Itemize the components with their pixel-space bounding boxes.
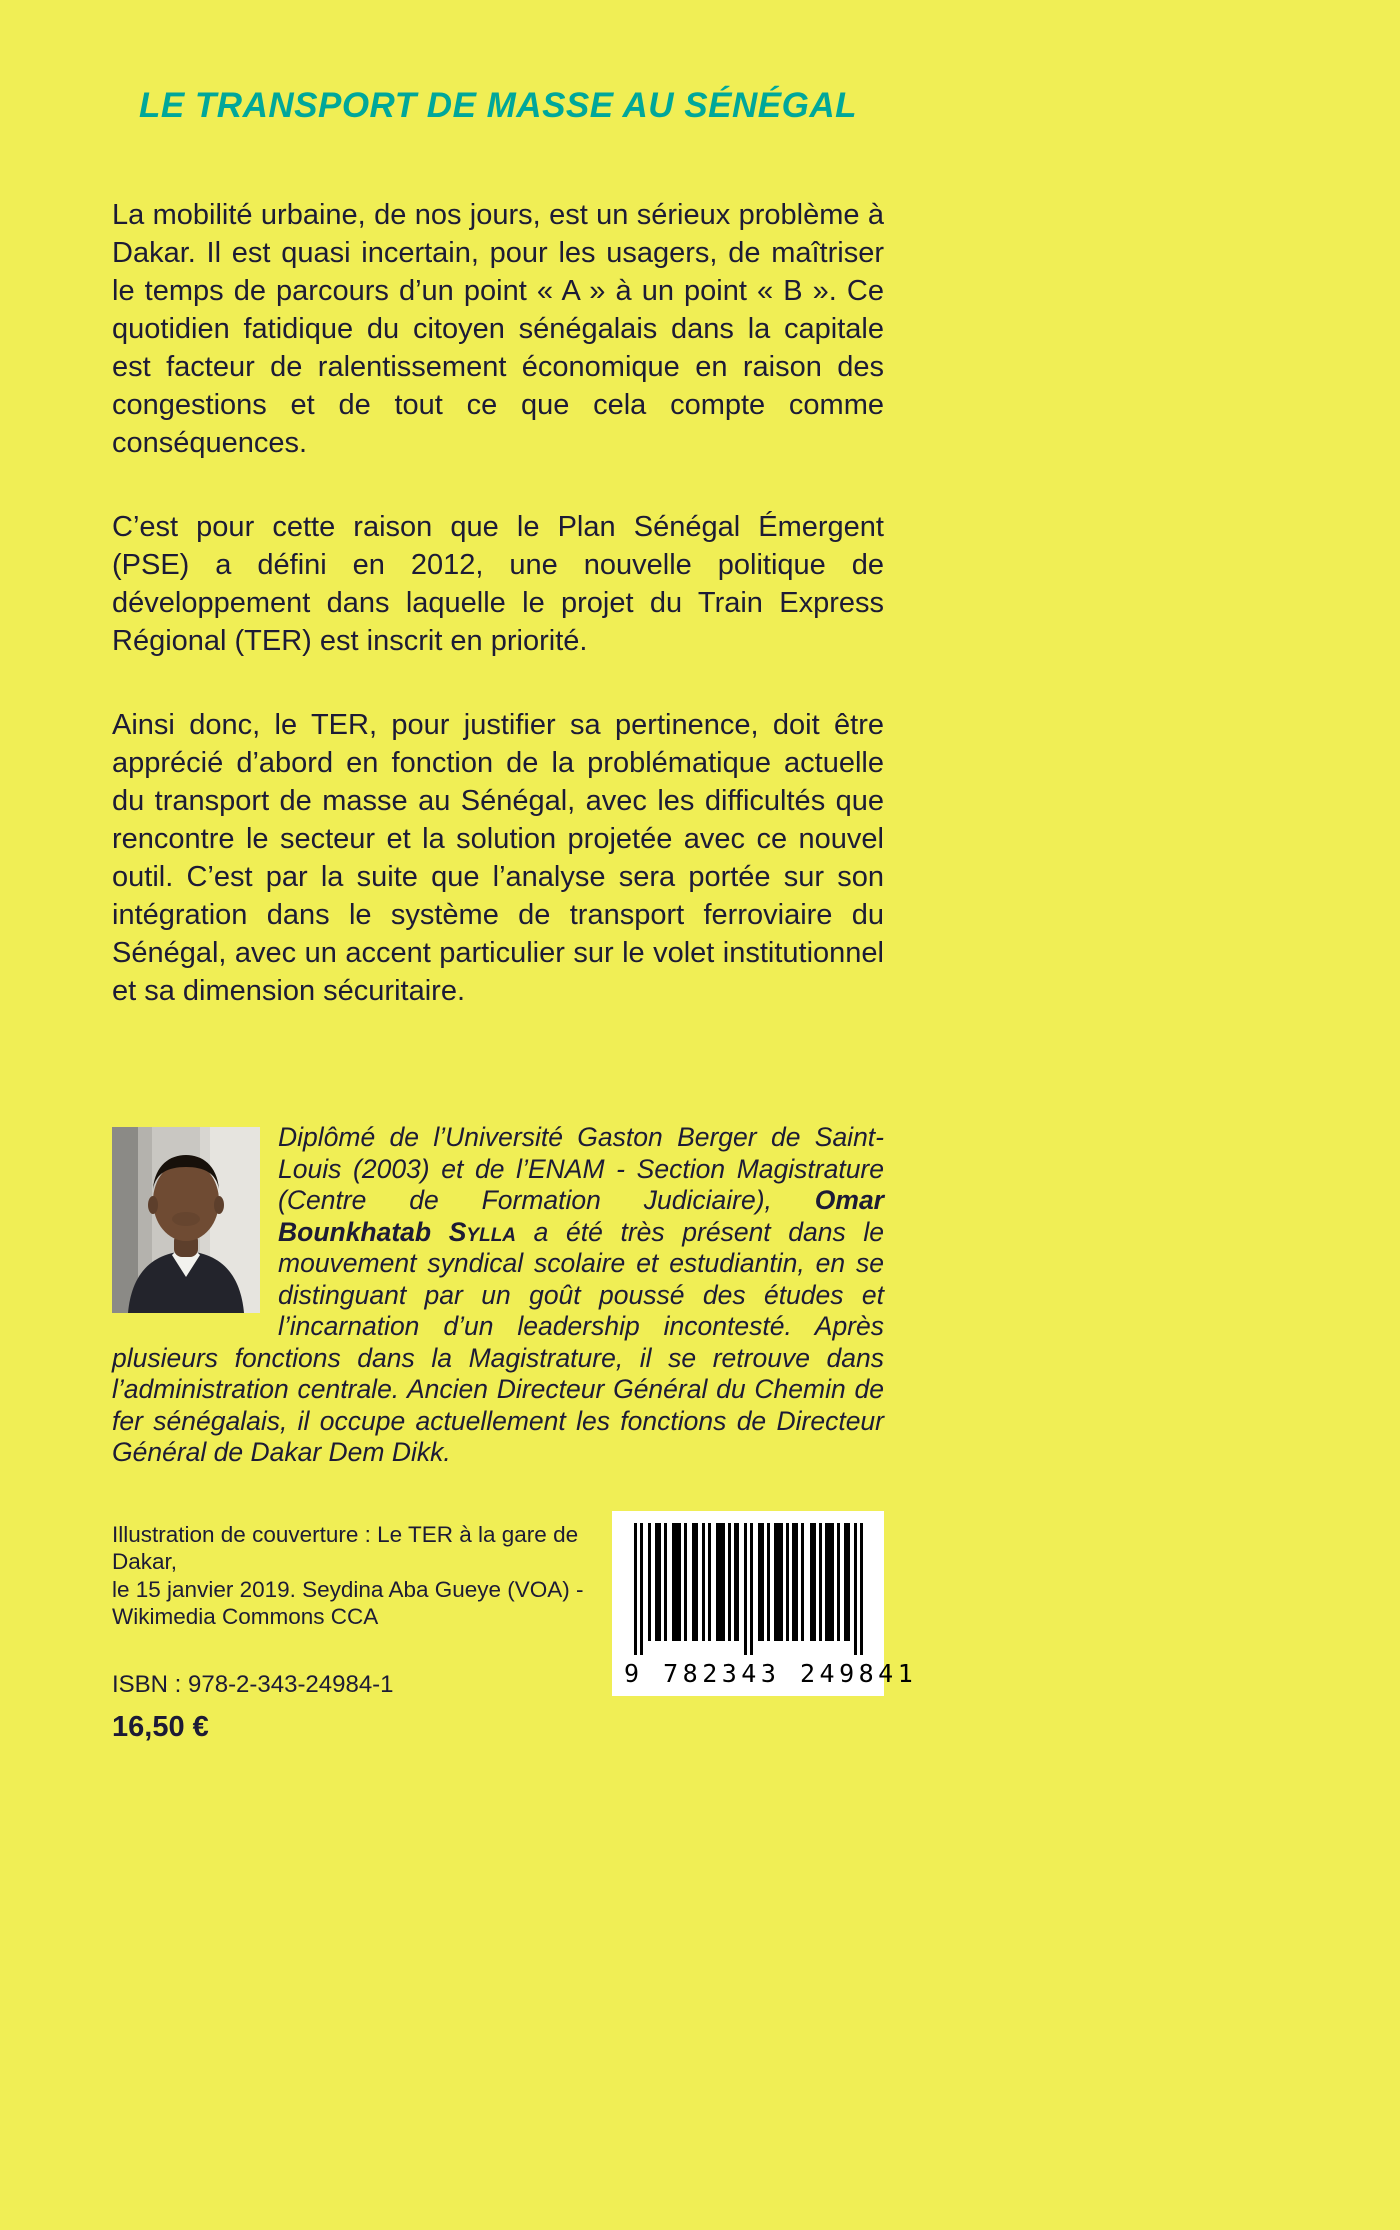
credit-line-3: Wikimedia Commons CCA — [112, 1604, 379, 1629]
credit-line-1: Illustration de couverture : Le TER à la gare de Dakar, — [112, 1521, 579, 1574]
author-bio-text-2: a été très présent dans le mouvement syndical scolaire et estudiantin, en se distinguant par un goût poussé des études et l’incarnation d’un leadership incontesté. Après plusieurs fonctions dans la Magistrature, il se retrouve dans l’administration centrale. Ancien Directeur Général du Chemin de fer sénégalais, il occupe actuellement les fonctions de Directeur Général de Dakar Dem Dikk. — [112, 1216, 885, 1467]
credit-line-2: le 15 janvier 2019. Seydina Aba Gueye (VOA) - — [112, 1576, 584, 1602]
barcode-number: 9 782343 249841 — [624, 1658, 918, 1688]
cover-footer — [112, 1521, 918, 1781]
synopsis-paragraph-1: La mobilité urbaine, de nos jours, est un sérieux problème à Dakar. Il est quasi incertain, pour les usagers, de maîtriser le temps de parcours d’un point « A » à un point « B ». Ce quotidien fatidique du citoyen sénégalais dans la capitale est facteur de ralentissement économique en raison des congestions et de tout ce que cela compte comme conséquences. — [112, 199, 884, 459]
book-title: LE TRANSPORT DE MASSE AU SÉNÉGAL — [138, 86, 858, 125]
author-bio-text-1: Diplômé de l’Université Gaston Berger de Saint-Louis (2003) et de l’ENAM - Section Magistrature (Centre de Formation Judiciaire), — [278, 1122, 884, 1215]
author-bio-section — [112, 1122, 884, 1469]
barcode — [612, 1511, 918, 1696]
cover-content — [112, 0, 918, 1781]
synopsis-paragraph-3: Ainsi donc, le TER, pour justifier sa pertinence, doit être apprécié d’abord en fonction de la problématique actuelle du transport de masse au Sénégal, avec les difficultés que rencontre le secteur et la solution projetée avec ce nouvel outil. C’est par la suite que l’analyse sera portée sur son intégration dans le système de transport ferroviaire du Sénégal, avec un accent particulier sur le volet institutionnel et sa dimension sécuritaire. — [112, 709, 884, 1007]
author-photo — [112, 1127, 260, 1313]
author-name-first: Omar Bounkhatab — [278, 1185, 884, 1247]
barcode-bars-icon — [624, 1523, 872, 1657]
illustration-credit — [112, 1521, 592, 1742]
price: 16,50 € — [112, 1711, 209, 1743]
isbn: ISBN : 978-2-343-24984-1 — [112, 1670, 394, 1698]
author-name-last: Sylla — [448, 1216, 517, 1247]
synopsis-paragraph-2: C’est pour cette raison que le Plan Sénégal Émergent (PSE) a défini en 2012, une nouvelle politique de développement dans laquelle le projet du Train Express Régional (TER) est inscrit en priorité. — [112, 511, 884, 657]
